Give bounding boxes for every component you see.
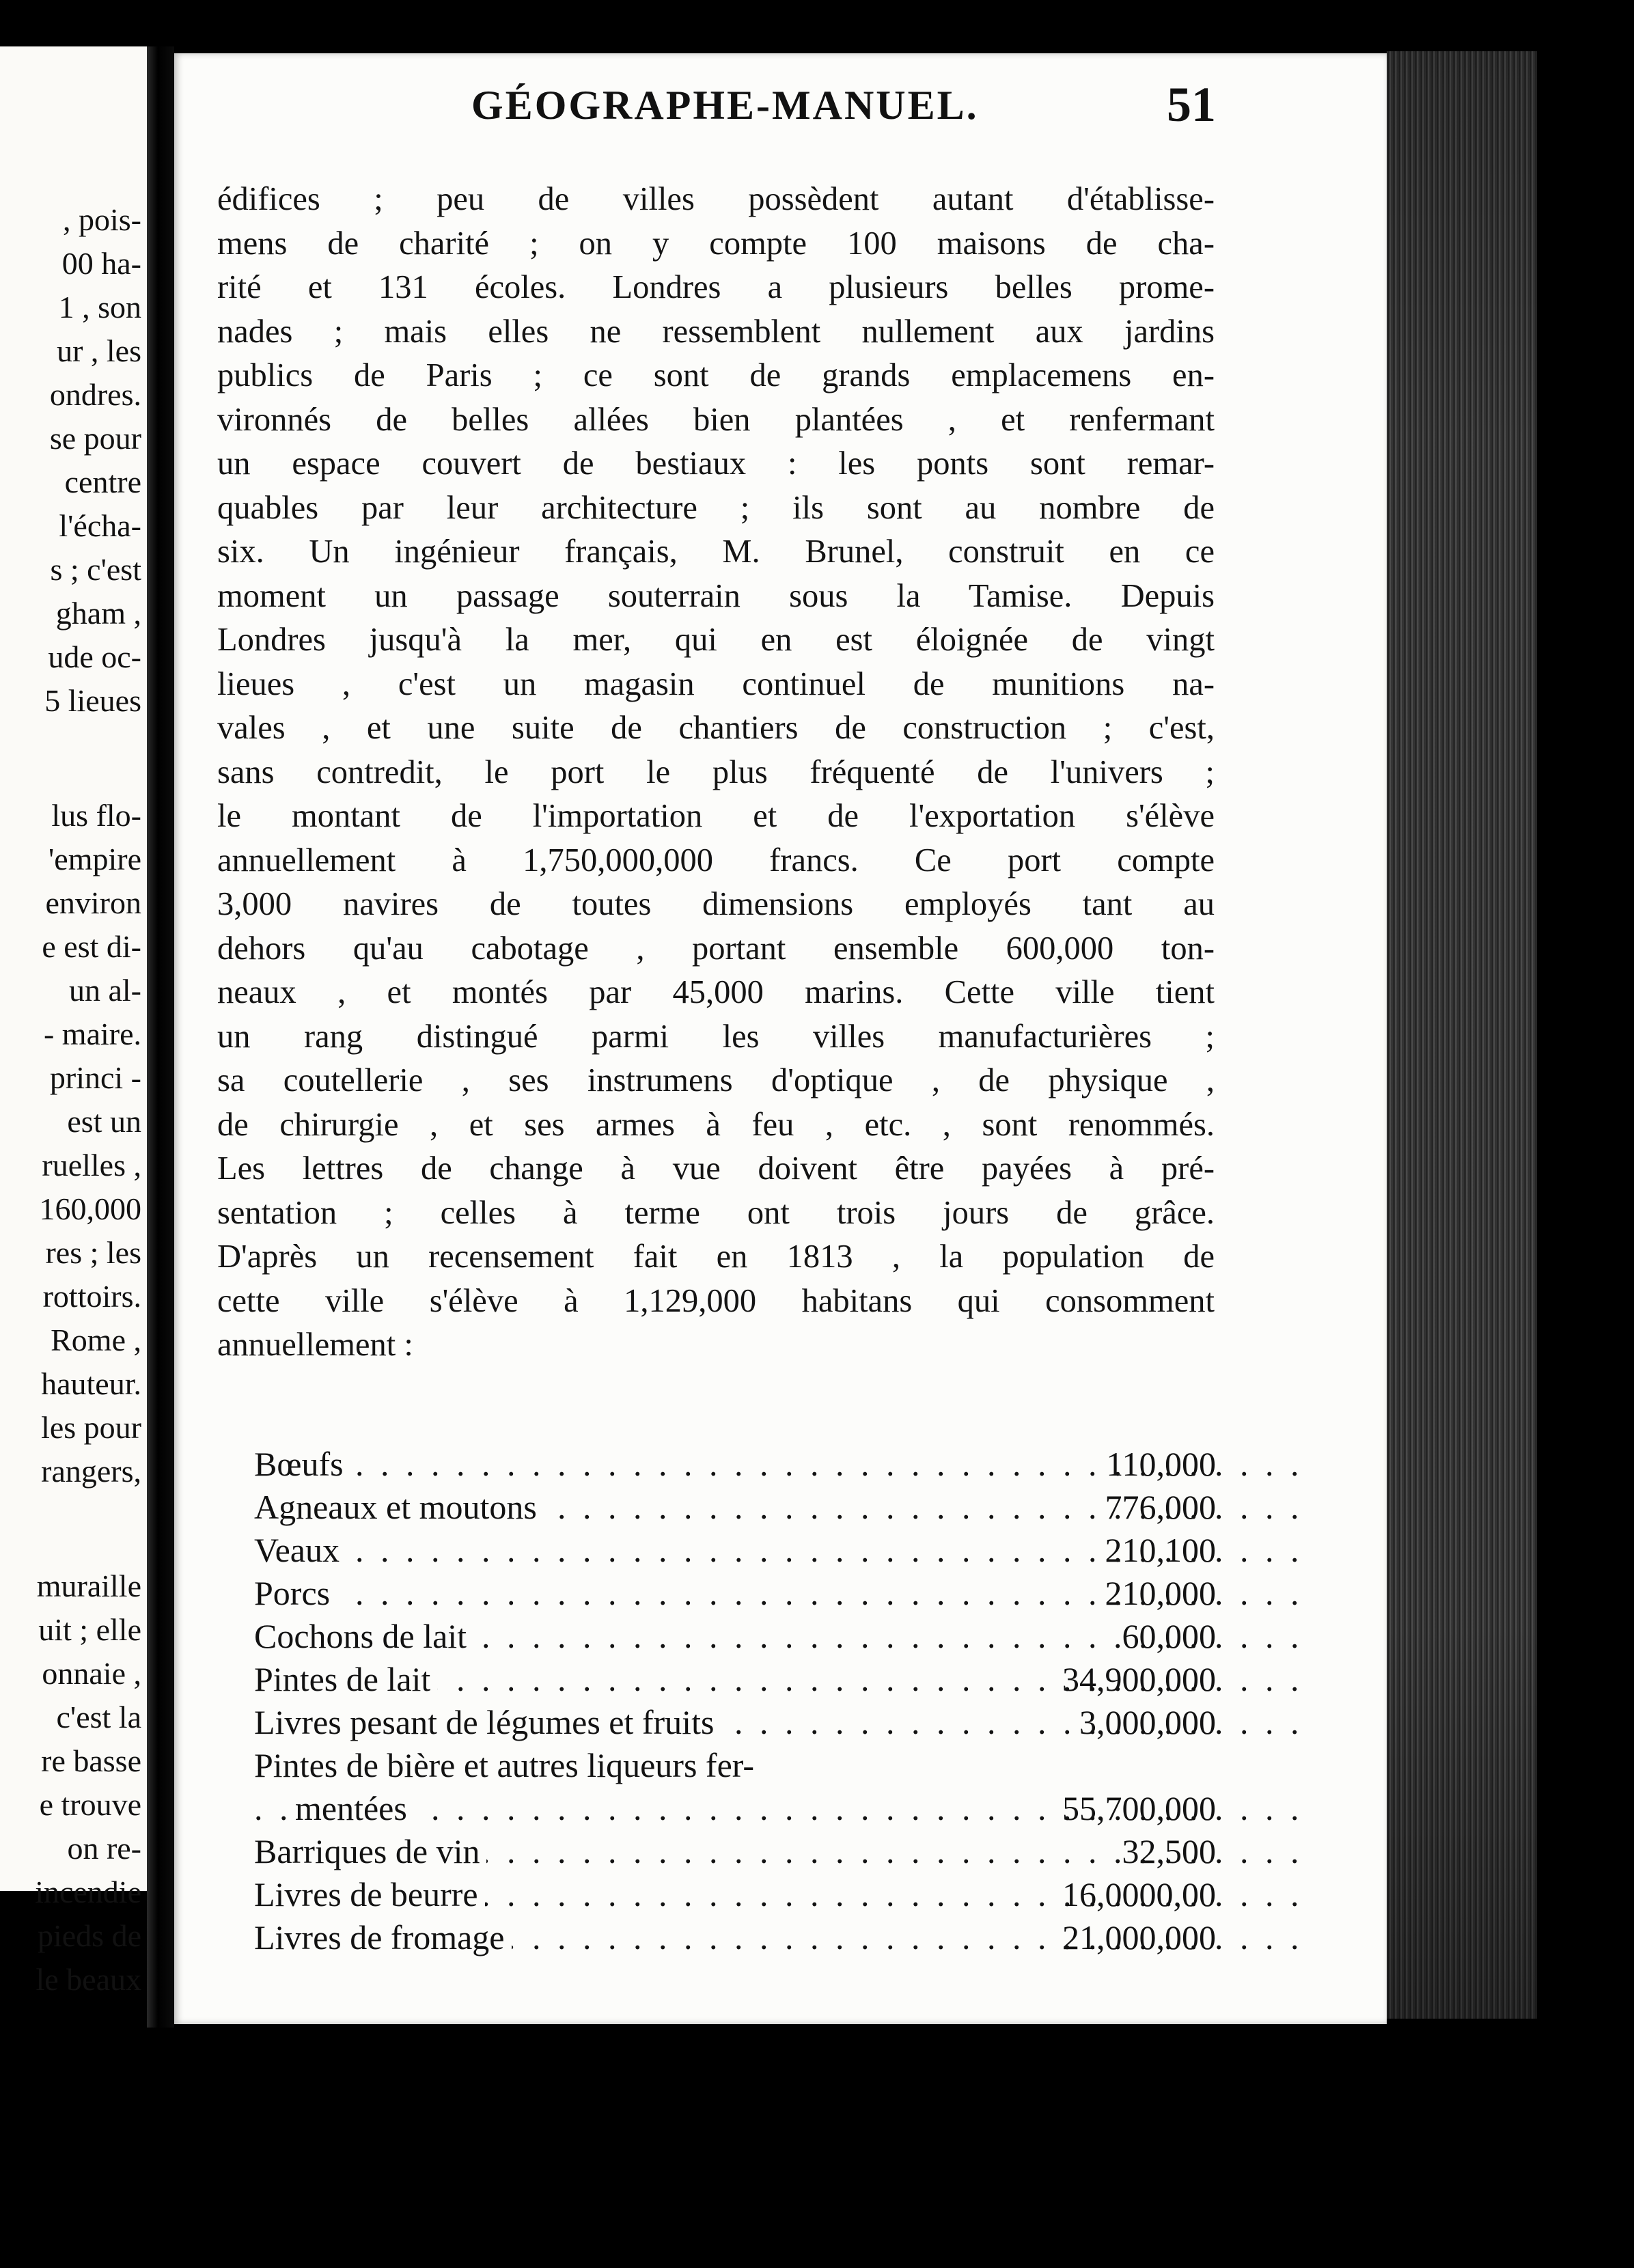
facing-page-line: le beaux	[36, 1962, 141, 1997]
row-value: 210,000	[1105, 1574, 1216, 1612]
text-line: publics de Paris ; ce sont de grands emplacemens en-	[217, 357, 1215, 393]
facing-page-line: ur , les	[57, 333, 141, 368]
row-label: Pintes de lait	[254, 1660, 437, 1698]
text-line: rité et 131 écoles. Londres a plusieurs belles prome-	[217, 269, 1215, 305]
page-header	[219, 70, 1216, 145]
facing-page-line: - maire.	[43, 1017, 141, 1051]
row-label: Veaux	[254, 1531, 346, 1569]
consumption-table	[254, 1443, 1216, 1959]
text-line: de chirurgie , et ses armes à feu , etc. , sont renommés.	[217, 1106, 1215, 1143]
row-label: Agneaux et moutons	[254, 1488, 544, 1526]
facing-page-line: 'empire	[48, 842, 141, 876]
scan-border	[0, 0, 1634, 48]
facing-page-line: ude oc-	[48, 639, 141, 674]
row-value: 21,000,000	[1062, 1918, 1216, 1956]
row-label: Porcs	[254, 1574, 337, 1612]
facing-page-line: lus flo-	[51, 798, 141, 833]
text-line: sa coutellerie , ses instrumens d'optique , de physique ,	[217, 1062, 1215, 1098]
text-line: 3,000 navires de toutes dimensions employés tant au	[217, 886, 1215, 922]
text-line: Londres jusqu'à la mer, qui en est éloignée de vingt	[217, 622, 1215, 658]
table-row	[254, 1744, 1216, 1787]
text-line: édifices ; peu de villes possèdent autant d'établisse-	[217, 181, 1215, 217]
facing-page-line: s ; c'est	[50, 552, 141, 587]
row-value: 32,500	[1122, 1832, 1216, 1870]
text-line: le montant de l'importation et de l'exportation s'élève	[217, 798, 1215, 834]
facing-page-line: rottoirs.	[42, 1279, 141, 1314]
text-line: dehors qu'au cabotage , portant ensemble 600,000 ton-	[217, 930, 1215, 967]
book-gutter	[147, 46, 174, 2028]
text-line: moment un passage souterrain sous la Tamise. Depuis	[217, 577, 1215, 614]
text-line: mens de charité ; on y compte 100 maisons de cha-	[217, 225, 1215, 262]
facing-page-line: res ; les	[45, 1235, 141, 1270]
table-row	[254, 1572, 1216, 1615]
facing-page-line: gham ,	[55, 596, 141, 631]
row-label: Pintes de bière et autres liqueurs fer-	[254, 1746, 761, 1784]
facing-page-line: uit ; elle	[38, 1612, 141, 1647]
facing-page-line: un al-	[68, 973, 141, 1008]
table-row	[254, 1658, 1216, 1701]
row-value: 16,0000,00	[1062, 1875, 1216, 1913]
facing-page-line: princi -	[49, 1060, 141, 1095]
text-line: six. Un ingénieur français, M. Brunel, construit en ce	[217, 534, 1215, 570]
row-label: Livres de beurre	[254, 1875, 485, 1913]
row-label: Barriques de vin	[254, 1832, 486, 1870]
facing-page-line: pieds de	[37, 1918, 141, 1953]
facing-page-line: muraille	[36, 1568, 141, 1603]
facing-page-line: e trouve	[39, 1787, 141, 1822]
facing-page-line: les pour	[41, 1410, 141, 1445]
body-paragraph	[217, 178, 1215, 1368]
table-row	[254, 1916, 1216, 1959]
facing-page-line: centre	[64, 465, 141, 499]
text-line: sentation ; celles à terme ont trois jours de grâce.	[217, 1194, 1215, 1231]
facing-page-line: 5 lieues	[44, 683, 141, 718]
facing-page-line: rangers,	[41, 1454, 141, 1489]
text-line: nades ; mais elles ne ressemblent nullement aux jardins	[217, 313, 1215, 350]
table-row	[254, 1615, 1216, 1658]
text-line: Les lettres de change à vue doivent être payées à pré-	[217, 1150, 1215, 1187]
facing-page-line: hauteur.	[41, 1366, 141, 1401]
facing-page-line: re basse	[41, 1743, 141, 1778]
facing-page-line: ruelles ,	[42, 1148, 141, 1183]
row-label: Livres de fromage	[254, 1918, 512, 1956]
table-row	[254, 1701, 1216, 1744]
row-value: 110,000	[1106, 1445, 1216, 1483]
text-line: un espace couvert de bestiaux : les ponts sont remar-	[217, 445, 1215, 482]
table-row	[254, 1787, 1216, 1830]
row-value: 34,900,000	[1062, 1660, 1216, 1698]
facing-page-line: se pour	[49, 421, 141, 456]
facing-page-line: l'écha-	[59, 508, 141, 543]
page-number: 51	[1167, 77, 1216, 132]
facing-page-fragment	[0, 46, 147, 1997]
row-value: 55,700,000	[1062, 1789, 1216, 1827]
row-label: Cochons de lait	[254, 1617, 473, 1655]
text-line: annuellement à 1,750,000,000 francs. Ce port compte	[217, 842, 1215, 879]
row-value: 210,100	[1105, 1531, 1216, 1569]
table-row	[254, 1873, 1216, 1916]
facing-page-line: environ	[45, 885, 141, 920]
text-line: D'après un recensement fait en 1813 , la population de	[217, 1239, 1215, 1275]
facing-page-line: on re-	[67, 1831, 141, 1866]
text-line: neaux , et montés par 45,000 marins. Cette ville tient	[217, 974, 1215, 1010]
row-label: Bœufs	[254, 1445, 350, 1483]
facing-page-line: 160,000	[39, 1191, 141, 1226]
facing-page-line: Rome ,	[51, 1323, 141, 1357]
facing-page-line: 00 ha-	[61, 246, 141, 281]
facing-page-line: ondres.	[49, 377, 141, 412]
facing-page-line: incendie	[35, 1875, 141, 1909]
text-line: un rang distingué parmi les villes manufacturières ;	[217, 1018, 1215, 1055]
text-line: vironnés de belles allées bien plantées , et renfermant	[217, 401, 1215, 438]
row-label: mentées	[295, 1789, 414, 1827]
row-value: 776,000	[1105, 1488, 1216, 1526]
text-line: sans contredit, le port le plus fréquenté de l'univers ;	[217, 753, 1215, 790]
facing-page-line: 1 , son	[58, 290, 141, 324]
table-row	[254, 1443, 1216, 1486]
table-row	[254, 1486, 1216, 1529]
facing-page-line: c'est la	[56, 1700, 141, 1734]
page-edges-shade	[1387, 51, 1537, 2019]
text-line: annuellement :	[217, 1327, 413, 1363]
text-line: lieues , c'est un magasin continuel de munitions na-	[217, 665, 1215, 702]
row-value: 3,000,000	[1079, 1703, 1216, 1741]
facing-page-line: onnaie ,	[42, 1656, 141, 1691]
facing-page-line: e est di-	[42, 929, 141, 964]
row-label: Livres pesant de légumes et fruits	[254, 1703, 721, 1741]
table-row	[254, 1529, 1216, 1572]
row-value: 60,000	[1122, 1617, 1216, 1655]
text-line: quables par leur architecture ; ils sont au nombre de	[217, 489, 1215, 526]
facing-page-line: , pois-	[63, 202, 141, 237]
running-head: GÉOGRAPHE-MANUEL.	[471, 83, 979, 128]
text-line: cette ville s'élève à 1,129,000 habitans qui consomment	[217, 1282, 1215, 1319]
text-line: vales , et une suite de chantiers de construction ; c'est,	[217, 710, 1215, 746]
table-row	[254, 1830, 1216, 1873]
facing-page-line: est un	[67, 1104, 141, 1139]
